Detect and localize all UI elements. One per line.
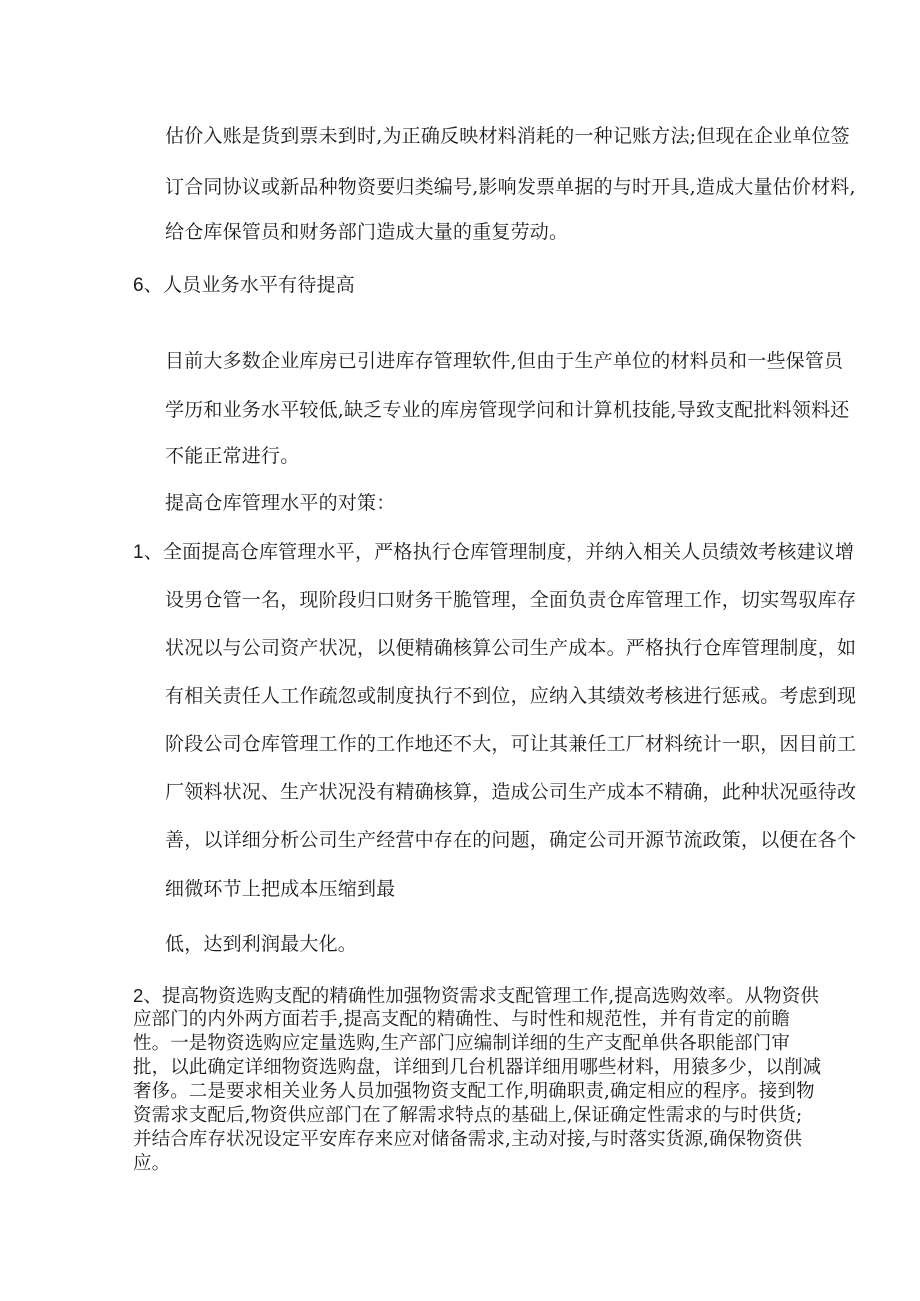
- paragraph-2-line-1: 目前大多数企业库房已引进库存管理软件,但由于生产单位的材料员和一些保管员: [165, 350, 844, 372]
- item-2-line-3: 性。一是物资选购应定量选购,生产部门应编制详细的生产支配单供各职能部门审: [133, 1033, 790, 1054]
- item-1-line-7: 善，以详细分析公司生产经营中存在的问题，确定公司开源节流政策，以便在各个: [165, 829, 857, 851]
- item-1-text-1: 、全面提高仓库管理水平，严格执行仓库管理制度，并纳入相关人员绩效考核建议增: [143, 541, 855, 563]
- section-6-heading: [133, 273, 355, 298]
- item-1-line-9: 低，达到利润最大化。: [165, 933, 358, 955]
- item-2-line-6: 资需求支配后,物资供应部门在了解需求特点的基础上,保证确定性需求的与时供货;: [133, 1105, 803, 1126]
- measures-heading: 提高仓库管理水平的对策：: [165, 492, 396, 514]
- item-2-line-4: 批，以此确定详细物资选购盘，详细到几台机器详细用哪些材料，用猿多少，以削减: [133, 1057, 822, 1078]
- item-1-line-3: 状况以与公司资产状况，以便精确核算公司生产成本。严格执行仓库管理制度，如: [165, 637, 857, 659]
- item-2-line-5: 奢侈。二是要求相关业务人员加强物资支配工作,明确职责,确定相应的程序。接到物: [133, 1081, 815, 1102]
- item-2-line-8: 应。: [133, 1153, 171, 1174]
- item-1-line-6: 厂领料状况、生产状况没有精确核算，造成公司生产成本不精确，此种状况亟待改: [165, 781, 857, 803]
- item-2-number: 2: [133, 985, 144, 1006]
- section-6-number: 6: [133, 275, 144, 296]
- item-1-line-2: 设男仓管一名，现阶段归口财务干脆管理，全面负责仓库管理工作，切实驾驭库存: [165, 589, 857, 611]
- item-1-line-1: [133, 540, 854, 565]
- item-1-line-5: 阶段公司仓库管理工作的工作地还不大，可让其兼任工厂材料统计一职，因目前工: [165, 733, 857, 755]
- paragraph-1-line-2: 订合同协议或新品种物资要归类编号,影响发票单据的与时开具,造成大量估价材料,: [165, 176, 856, 198]
- item-2-line-2: 应部门的内外两方面若手,提高支配的精确性、与时性和规范性，并有肯定的前瞻: [133, 1009, 790, 1030]
- paragraph-2-line-3: 不能正常进行。: [165, 445, 300, 467]
- item-1-line-4: 有相关责任人工作疏忽或制度执行不到位，应纳入其绩效考核进行惩戒。考虑到现: [165, 685, 857, 707]
- paragraph-2-line-2: 学历和业务水平较低,缺乏专业的库房管现学问和计算机技能,导致支配批料领料还: [165, 399, 850, 421]
- section-6-title: 、人员业务水平有待提高: [143, 274, 355, 296]
- item-2-line-1: [133, 984, 819, 1009]
- item-2-line-7: 并结合库存状况设定平安库存来应对储备需求,主动对接,与时落实货源,确保物资供: [133, 1129, 802, 1150]
- item-1-number: 1: [133, 542, 144, 563]
- item-2-text-1: 、提高物资选购支配的精确性加强物资需求支配管理工作,提高选购效率。从物资供: [143, 986, 819, 1007]
- item-1-line-8: 细微环节上把成本压缩到最: [165, 878, 396, 900]
- paragraph-1-line-3: 给仓库保管员和财务部门造成大量的重复劳动。: [165, 221, 569, 243]
- paragraph-1-line-1: 估价入账是货到票未到时,为正确反映材料消耗的一种记账方法;但现在企业单位签: [165, 125, 850, 147]
